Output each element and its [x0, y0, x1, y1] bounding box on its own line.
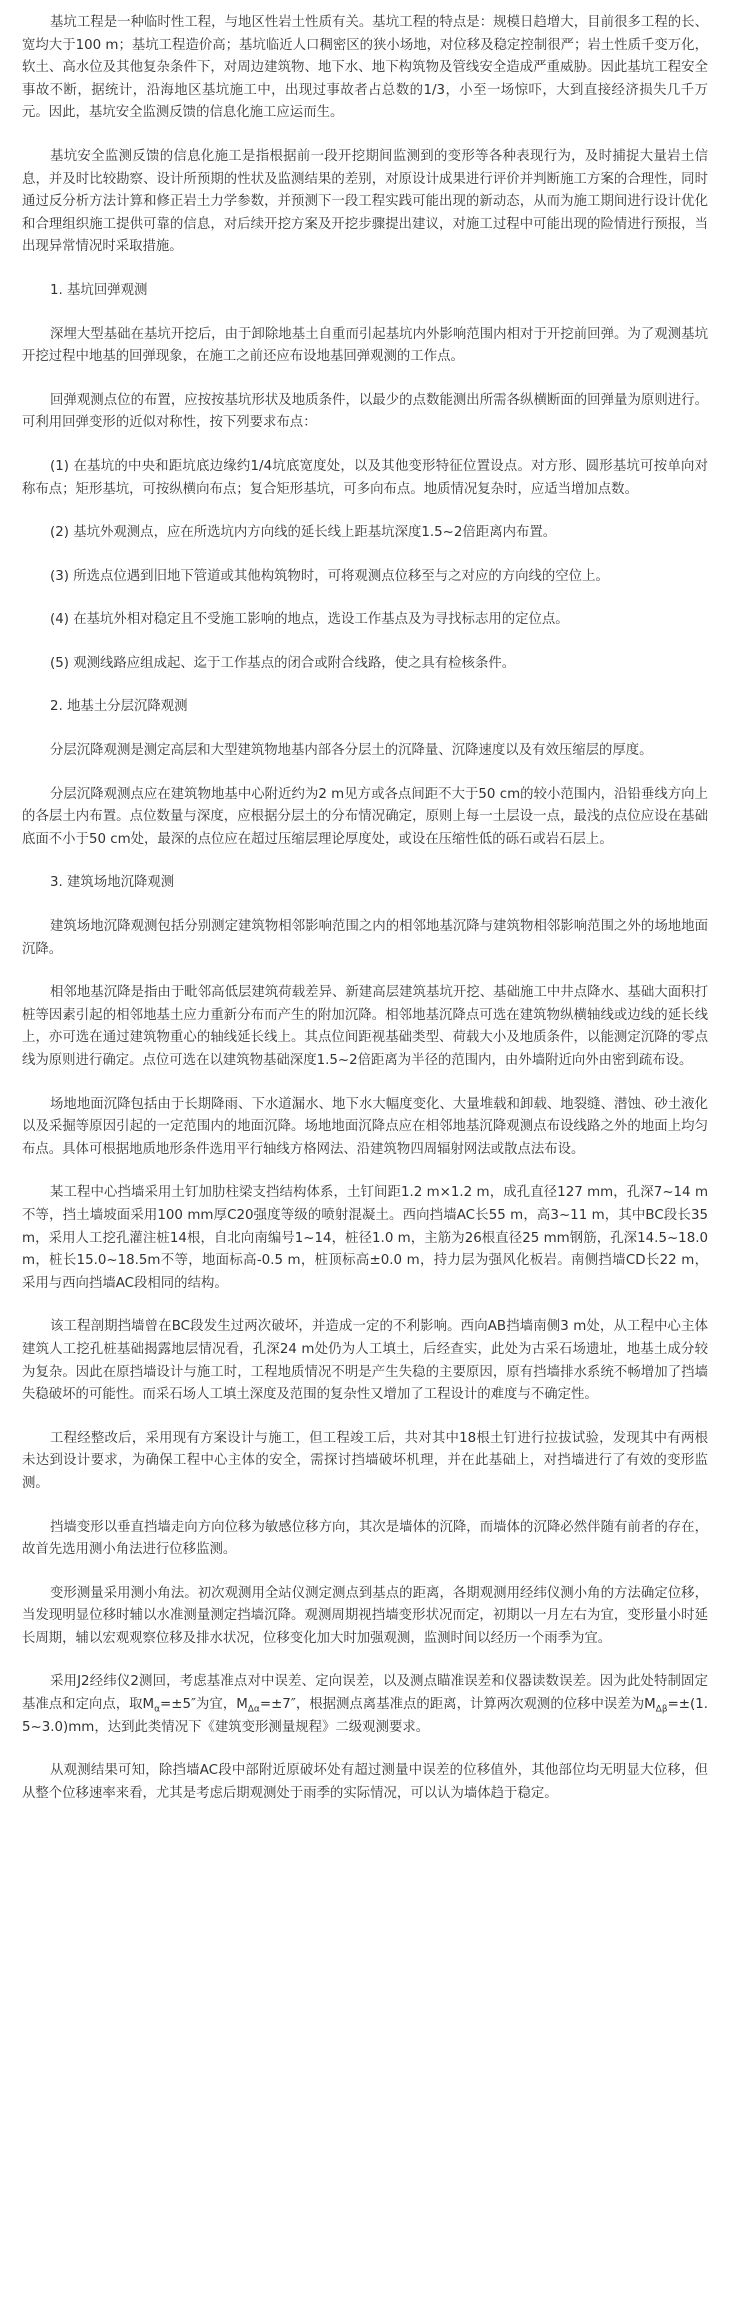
layered-intro-paragraph: 分层沉降观测是测定高层和大型建筑物地基内部各分层土的沉降量、沉降速度以及有效压缩层的厚度。	[50, 743, 653, 759]
layered-points-paragraph: 分层沉降观测点应在建筑物地基中心附近约为2 m见方或各点间距不大于50 cm的较小范围内，沿铅垂线方向上的各层土内布置。点位数量与深度，应根据分层土的分布情况确定，原则上每一土层设一点，最浅的点位应设在基础底面不小于50 cm处，最深的点位应在超过压缩层理论厚度处，或设在压缩性低的砾石或岩石层上。	[22, 786, 708, 847]
site-intro-paragraph: 建筑场地沉降观测包括分别测定建筑物相邻影响范围之内的相邻地基沉降与建筑物相邻影响范围之外的场地地面沉降。	[22, 919, 708, 957]
section-heading-layered: 2. 地基土分层沉降观测	[50, 699, 188, 715]
subscript: Δβ	[655, 1704, 668, 1715]
subscript: Δα	[247, 1704, 260, 1715]
error-text-4: =±(1.5~3.0)mm，达到此类情况下《建筑变形测量规程》二级观测要求。	[22, 1697, 709, 1735]
failure-history-paragraph: 该工程剖期挡墙曾在BC段发生过两次破坏，并造成一定的不利影响。西向AB挡墙南侧3 m处，从工程中心主体建筑人工挖孔桩基础揭露地层情况看，孔深24 m处仍为人工填土，后经查实，此处为古采石场遗址，地基土成分较为复杂。因此在原挡墙设计与施工时，工程地质情况不明是产生失稳的主要原因，原有挡墙排水系统不畅增加了挡墙失稳破坏的可能性。而采石场人工填土深度及范围的复杂性又增加了工程设计的难度与不确定性。	[22, 1319, 708, 1403]
list-item: (1) 在基坑的中央和距坑底边缘约1/4坑底宽度处，以及其他变形特征位置设点。对方形、圆形基坑可按单向对称布点；矩形基坑，可按纵横向布点；复合矩形基坑，可多向布点。地质情况复杂时，应适当增加点数。	[22, 458, 708, 497]
ground-settlement-paragraph: 场地地面沉降包括由于长期降雨、下水道漏水、地下水大幅度变化、大量堆载和卸载、地裂缝、潜蚀、砂土液化以及采掘等原因引起的一定范围内的地面沉降。场地地面沉降点应在相邻地基沉降观测点布设线路之外的地面上均匀布点。具体可根据地质地形条件选用平行轴线方格网法、沿建筑物四周辐射网法或散点法布设。	[22, 1096, 708, 1157]
list-item: (4) 在基坑外相对稳定且不受施工影响的地点，选设工作基点及为寻找标志用的定位点。	[50, 612, 569, 628]
intro-paragraph: 基坑工程是一种临时性工程，与地区性岩土性质有关。基坑工程的特点是：规模日趋增大，目前很多工程的长、宽均大于100 m；基坑工程造价高；基坑临近人口稠密区的狭小场地，对位移及稳定控制很严；岩土性质千变万化，软土、高水位及其他复杂条件下，对周边建筑物、地下水、地下构筑物及管线安全造成严重威胁。因此基坑工程安全事故不断，据统计，沿海地区基坑施工中，出现过事故者占总数的1/3，小至一场惊吓，大到直接经济损失几千万元。因此，基坑安全监测反馈的信息化施工应运而生。	[22, 15, 708, 121]
section-heading-rebound: 1. 基坑回弹观测	[50, 282, 148, 298]
rebound-intro-paragraph: 深埋大型基础在基坑开挖后，由于卸除地基土自重而引起基坑内外影响范围内相对于开挖前回弹。为了观测基坑开挖过程中地基的回弹现象，在施工之前还应布设地基回弹观测的工作点。	[22, 326, 708, 365]
rebound-layout-paragraph: 回弹观测点位的布置，应按按基坑形状及地质条件，以最少的点数能测出所需各纵横断面的回弹量为原则进行。可利用回弹变形的近似对称性，按下列要求布点：	[22, 392, 708, 431]
section-heading-site: 3. 建筑场地沉降观测	[50, 875, 175, 891]
list-item: (2) 基坑外观测点，应在所选坑内方向线的延长线上距基坑深度1.5~2倍距离内布置。	[50, 525, 557, 541]
monitoring-paragraph: 基坑安全监测反馈的信息化施工是指根据前一段开挖期间监测到的变形等各种表现行为，及时捕捉大量岩土信息，并及时比较勘察、设计所预期的性状及监测结果的差别，对原设计成果进行评价并判断施工方案的合理性，同时通过反分析方法计算和修正岩土力学参数，并预测下一段工程实践可能出现的新动态，从而为施工期间进行设计优化和合理组织施工提供可靠的信息，对后续开挖方案及开挖步骤提出建议，对施工过程中可能出现的险情进行预报，当出现异常情况时采取措施。	[22, 148, 708, 255]
conclusion-paragraph: 从观测结果可知，除挡墙AC段中部附近原破坏处有超过测量中误差的位移值外，其他部位均无明显大位移，但从整个位移速率来看，尤其是考虑后期观测处于雨季的实际情况，可以认为墙体趋于稳定。	[22, 1763, 708, 1801]
pullout-test-paragraph: 工程经整改后，采用现有方案设计与施工，但工程竣工后，共对其中18根土钉进行拉拔试验，发现其中有两根未达到设计要求，为确保工程中心主体的安全，需探讨挡墙破坏机理，并在此基础上，对挡墙进行了有效的变形监测。	[22, 1430, 708, 1491]
error-text-1: 采用J2经纬仪2测回，考虑基准点对中误差、定向误差，以及测点瞄准误差和仪器读数误差。因为此处特制固定基准点和定向点，取M	[22, 1674, 708, 1713]
error-analysis-paragraph	[22, 1671, 708, 1739]
error-text-3: =±7″，根据测点离基准点的距离，计算两次观测的位移中误差为M	[259, 1697, 656, 1713]
list-item: (5) 观测线路应组成起、迄于工作基点的闭合或附合线路，使之具有检核条件。	[50, 655, 516, 671]
deformation-direction-paragraph: 挡墙变形以垂直挡墙走向方向位移为敏感位移方向，其次是墙体的沉降，而墙体的沉降必然伴随有前者的存在，故首先选用测小角法进行位移监测。	[22, 1519, 708, 1558]
project-structure-paragraph: 某工程中心挡墙采用土钉加肋柱梁支挡结构体系，土钉间距1.2 m×1.2 m，成孔直径127 mm，孔深7~14 m不等，挡土墙坡面采用100 mm厚C20强度等级的喷射混凝土。西向挡墙AC长55 m，高3~11 m，其中BC段长35 m，采用人工挖孔灌注桩14根，自北向南编号1~14，桩径1.0 m，主筋为26根直径25 mm钢筋，孔深14.5~18.0 m，桩长15.0~18.5m不等，地面标高-0.5 m，桩顶标高±0.0 m，持力层为强风化板岩。南侧挡墙CD长22 m，采用与西向挡墙AC段相同的结构。	[22, 1185, 708, 1291]
subscript: α	[154, 1704, 161, 1715]
adjacent-settlement-paragraph: 相邻地基沉降是指由于毗邻高低层建筑荷载差异、新建高层建筑基坑开挖、基础施工中井点降水、基础大面积打桩等因素引起的相邻地基土应力重新分布而产生的附加沉降。相邻地基沉降点可选在建筑物纵横轴线或边线的延长线上，亦可选在通过建筑物重心的轴线延长线上。其点位间距视基础类型、荷载大小及地质条件，以能测定沉降的零点线为原则进行确定。点位可选在以建筑物基础深度1.5~2倍距离为半径的范围内，由外墙附近向外由密到疏布设。	[22, 985, 708, 1068]
list-item: (3) 所选点位遇到旧地下管道或其他构筑物时，可将观测点位移至与之对应的方向线的空位上。	[50, 568, 609, 584]
error-text-2: =±5″为宜，M	[160, 1697, 248, 1713]
small-angle-method-paragraph: 变形测量采用测小角法。初次观测用全站仪测定测点到基点的距离，各期观测用经纬仪测小角的方法确定位移，当发现明显位移时辅以水准测量测定挡墙沉降。观测周期视挡墙变形状况而定，初期以一月左右为宜，变形量小时延长周期，辅以宏观观察位移及排水状况，位移变化加大时加强观测，监测时间以经历一个雨季为宜。	[22, 1585, 708, 1646]
